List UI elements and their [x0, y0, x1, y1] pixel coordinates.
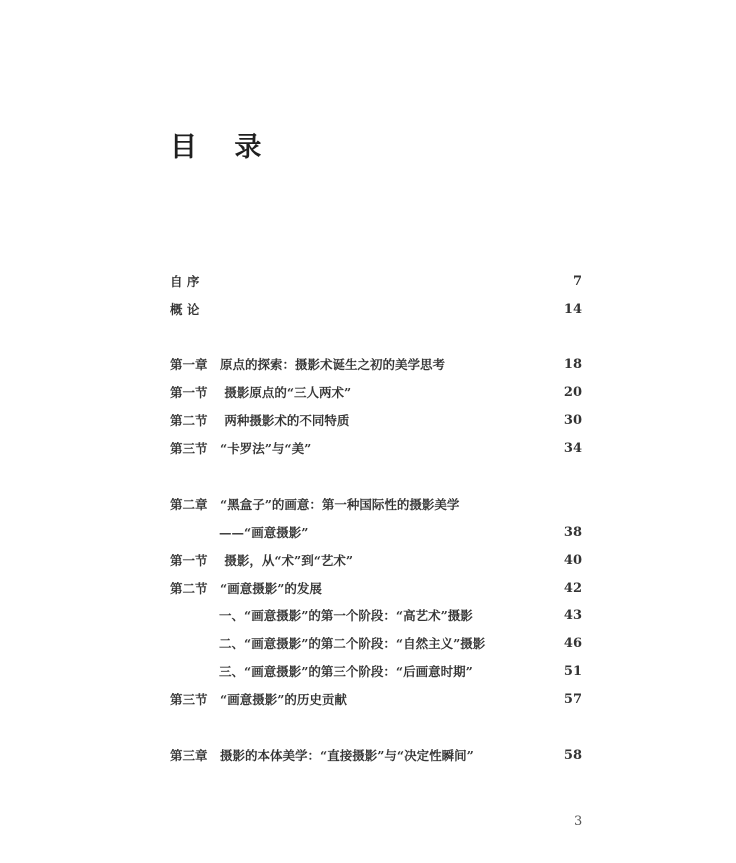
- toc-entry-ch2-section-3[interactable]: [0, 690, 736, 710]
- toc-entry-chapter-1[interactable]: [0, 355, 736, 375]
- toc-entry-page: 34: [563, 441, 582, 456]
- toc-entry-page: 42: [563, 581, 582, 596]
- toc-entry-page: 20: [563, 385, 582, 400]
- toc-entry-label: 自 序: [170, 274, 200, 289]
- toc-entry-page: 40: [563, 553, 582, 568]
- toc-entry-ch1-section-3[interactable]: [0, 439, 736, 459]
- toc-entry-ch1-section-2[interactable]: [0, 411, 736, 431]
- toc-entry-label: 第一章 原点的探索：摄影术诞生之初的美学思考: [170, 357, 446, 372]
- footer-page-number: 3: [574, 814, 583, 829]
- toc-entry-chapter-2[interactable]: [0, 495, 736, 515]
- toc-entry-label: 第三节 “卡罗法”与“美”: [170, 441, 312, 456]
- toc-entry-ch1-section-1[interactable]: [0, 383, 736, 403]
- toc-entry-page: 38: [563, 525, 582, 540]
- toc-entry-page: 51: [563, 664, 582, 679]
- toc-entry-page: 58: [563, 748, 582, 763]
- toc-entry-label: 第二章 “黑盒子”的画意：第一种国际性的摄影美学: [170, 497, 460, 512]
- toc-entry-preface[interactable]: [0, 272, 736, 292]
- toc-entry-label: ——“画意摄影”: [219, 525, 309, 540]
- toc-entry-label: 第二节 两种摄影术的不同特质: [170, 413, 350, 428]
- toc-entry-page: 57: [563, 692, 582, 707]
- toc-entry-page: 30: [563, 413, 582, 428]
- toc-entry-page: 18: [563, 357, 582, 372]
- toc-entry-ch2-section-1[interactable]: [0, 551, 736, 571]
- toc-entry-label: 第二节 “画意摄影”的发展: [170, 581, 322, 596]
- toc-entry-ch2-s2-item-2[interactable]: [0, 634, 736, 654]
- page-title: 目 录: [170, 132, 276, 163]
- toc-entry-chapter-2-subtitle[interactable]: [0, 523, 736, 543]
- toc-entry-ch2-s2-item-1[interactable]: [0, 606, 736, 626]
- toc-entry-label: 二、“画意摄影”的第二个阶段：“自然主义”摄影: [219, 636, 486, 651]
- toc-entry-page: 43: [563, 608, 582, 623]
- toc-entry-page: 14: [563, 302, 582, 317]
- toc-entry-label: 三、“画意摄影”的第三个阶段：“后画意时期”: [219, 664, 473, 679]
- toc-entry-chapter-3[interactable]: [0, 746, 736, 766]
- toc-entry-page: 7: [572, 274, 582, 289]
- toc-entry-label: 第一节 摄影，从“术”到“艺术”: [170, 553, 354, 568]
- toc-entry-label: 一、“画意摄影”的第一个阶段：“高艺术”摄影: [219, 608, 473, 623]
- toc-entry-label: 第三章 摄影的本体美学：“直接摄影”与“决定性瞬间”: [170, 748, 474, 763]
- toc-entry-ch2-s2-item-3[interactable]: [0, 662, 736, 682]
- toc-entry-label: 第三节 “画意摄影”的历史贡献: [170, 692, 347, 707]
- toc-entry-overview[interactable]: [0, 300, 736, 320]
- toc-entry-page: 46: [563, 636, 582, 651]
- toc-entry-ch2-section-2[interactable]: [0, 579, 736, 599]
- toc-entry-label: 第一节 摄影原点的“三人两术”: [170, 385, 352, 400]
- toc-entry-label: 概 论: [170, 302, 200, 317]
